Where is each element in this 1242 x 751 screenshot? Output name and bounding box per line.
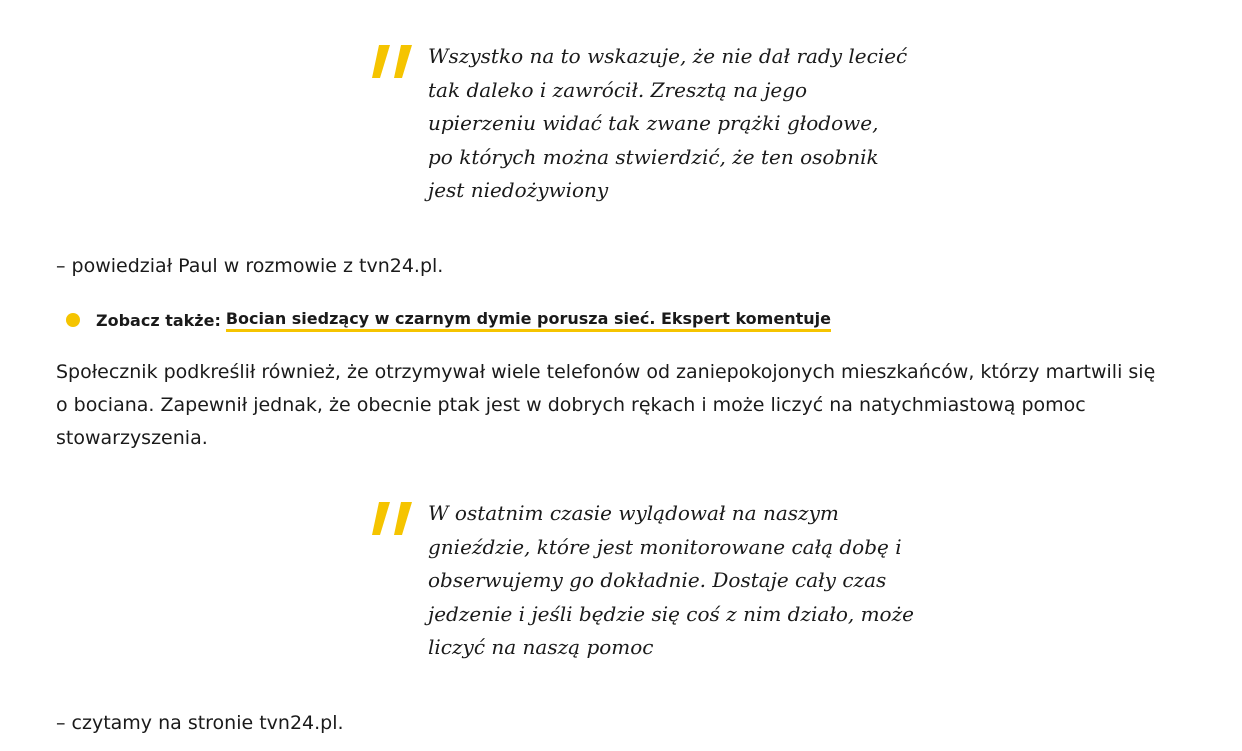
paragraph-line: Społecznik podkreślił również, że otrzymywał wiele telefonów od zaniepokojonych mieszkańców, którzy martwili się [56, 361, 1156, 383]
quote-attribution: – powiedział Paul w rozmowie z tvn24.pl. [56, 255, 444, 277]
see-also-link[interactable]: Bocian siedzący w czarnym dymie porusza sieć. Ekspert komentuje [226, 309, 831, 332]
quote-line: tak daleko i zawrócił. Zresztą na jego [428, 77, 808, 102]
quote-line: upierzeniu widać tak zwane prążki głodowe, [428, 111, 879, 135]
quote-attribution: – czytamy na stronie tvn24.pl. [56, 712, 344, 734]
quote-line: obserwujemy go dokładnie. Dostaje cały czas [428, 568, 887, 592]
bullet-dot-icon [66, 313, 80, 327]
pull-quote [366, 497, 926, 677]
quote-line: Wszystko na to wskazuje, że nie dał rady lecieć [428, 44, 908, 68]
see-also-label: Zobacz także: [96, 310, 221, 330]
pull-quote [366, 40, 926, 220]
quote-line: po których można stwierdzić, że ten osobnik [428, 144, 879, 169]
quote-line: W ostatnim czasie wylądował na naszym [428, 501, 839, 525]
quote-line: jedzenie i jeśli będzie się coś z nim działo, może [428, 601, 914, 626]
article-paragraph [56, 356, 1236, 455]
quote-line: liczyć na naszą pomoc [428, 635, 654, 659]
see-also-box [66, 305, 831, 335]
quote-mark-icon [366, 42, 416, 82]
quote-mark-icon [366, 499, 416, 539]
quote-text [428, 40, 928, 208]
quote-line: gnieździe, które jest monitorowane całą dobę i [428, 534, 902, 559]
quote-text [428, 497, 928, 665]
paragraph-line: o bociana. Zapewnił jednak, że obecnie ptak jest w dobrych rękach i może liczyć na natychmiastową pomoc [56, 394, 1086, 416]
quote-line: jest niedożywiony [428, 178, 609, 202]
paragraph-line: stowarzyszenia. [56, 427, 208, 449]
